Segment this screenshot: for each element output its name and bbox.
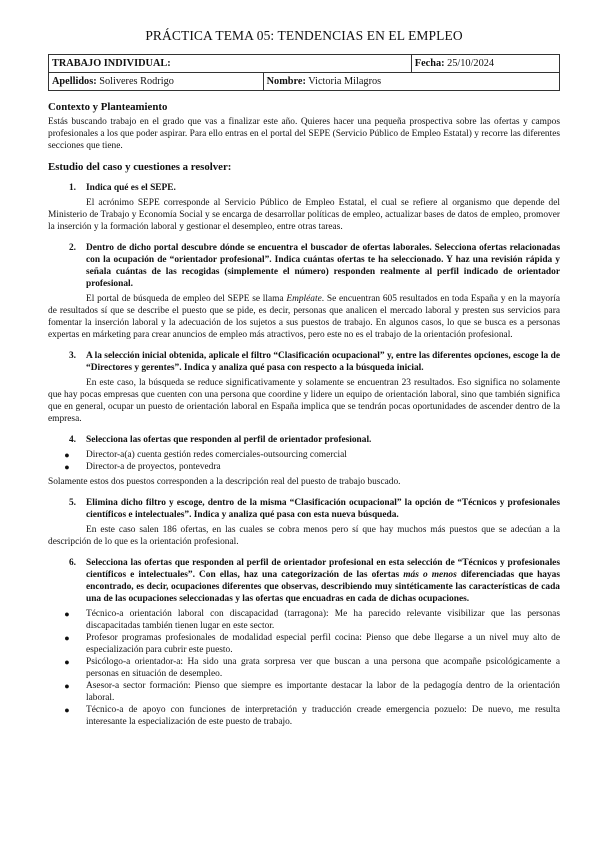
list-item <box>48 461 560 473</box>
bullet-icon: ● <box>64 462 70 472</box>
answer-6-list <box>48 608 560 728</box>
contexto-heading: Contexto y Planteamiento <box>48 101 168 113</box>
apellidos-label: Apellidos: <box>52 76 97 87</box>
apellidos-value: Soliveres Rodrigo <box>99 76 174 87</box>
fecha-cell <box>411 55 559 73</box>
bullet-icon: ● <box>64 450 70 460</box>
question-number: 6. <box>68 558 76 568</box>
question-6-part-b: diferenciadas que hayas encontrado, es decir, ocupaciones diferentes que observas, describiendo muy sintéticamente las características de cada una de las ocupaciones seleccionadas y las ofertas que encuadras en cada de dichas ocupaciones. <box>86 570 560 604</box>
question-6 <box>48 557 560 605</box>
question-text: Dentro de dicho portal descubre dónde se encuentra el buscador de ofertas laborales. Selecciona ofertas relacionadas con la ocupación de “orientador profesional”. Indica cuántas ofertas te ha seleccionado. Y haz una revisión rápida y señala cuántas de las recogidas (simplemente el número) responden realmente al perfil indicado de orientador profesional. <box>86 243 560 289</box>
question-number: 2. <box>68 243 76 253</box>
list-item <box>48 608 560 632</box>
nombre-value: Victoria Milagros <box>308 76 382 87</box>
trabajo-label: TRABAJO INDIVIDUAL: <box>52 58 171 69</box>
bullet-icon: ● <box>64 681 70 691</box>
fecha-label: Fecha: <box>414 58 445 69</box>
bullet-icon: ● <box>64 633 70 643</box>
list-item-text: Asesor-a sector formación: Pienso que siempre es importante destacar la labor de la pedagogía dentro de la orientación laboral. <box>86 681 560 703</box>
header-table <box>48 54 560 91</box>
list-item-text: Psicólogo-a orientador-a: Ha sido una grata sorpresa ver que buscan a una persona que acompañe psicológicamente a personas en situación de desempleo. <box>86 657 560 679</box>
trabajo-individual-cell <box>49 55 412 73</box>
contexto-paragraph: Estás buscando trabajo en el grado que vas a finalizar este año. Quieres hacer una pequeña prospectiva sobre las ofertas y campos profesionales a los que poder aspirar. Para ello entras en el portal del SEPE (Servicio Público de Empleo Estatal) y recorre las diferentes secciones que tiene. <box>48 117 560 151</box>
list-item <box>48 680 560 704</box>
question-number: 1. <box>68 183 76 193</box>
list-item-text: Técnico-a orientación laboral con discapacidad (tarragona): Me ha parecido relevante visibilizar que las personas discapacitadas también tienen lugar en este sector. <box>86 609 560 631</box>
question-1 <box>48 182 560 194</box>
question-5 <box>48 497 560 521</box>
question-6-emphasis: más o menos <box>403 570 457 580</box>
question-6-part-a: Selecciona las ofertas que responden al perfil de orientador profesional en esta selección de “Técnicos y profesionales científicos e intelectuales”. Con ellas, haz una categorización de las ofertas <box>86 558 560 580</box>
answer-1: El acrónimo SEPE corresponde al Servicio Público de Empleo Estatal, el cual se refiere al organismo que depende del Ministerio de Trabajo y Economía Social y se encarga de desarrollar políticas de empleo, actualizar bases de datos de empleo, promover la inserción y la formación laboral y gestionar el desempleo, entre otras tareas. <box>48 198 560 232</box>
question-text <box>86 557 560 605</box>
list-item-text: Director-a(a) cuenta gestión redes comerciales-outsourcing comercial <box>86 450 347 460</box>
question-text: Indica qué es el SEPE. <box>86 183 176 193</box>
list-item <box>48 449 560 461</box>
document-page <box>48 28 560 728</box>
emplate-portal-name: Empléate <box>286 294 322 304</box>
bullet-icon: ● <box>64 657 70 667</box>
question-text: Selecciona las ofertas que responden al perfil de orientador profesional. <box>86 435 372 445</box>
question-text: A la selección inicial obtenida, aplicale el filtro “Clasificación ocupacional” y, entre las diferentes opciones, escoge la de “Directores y gerentes”. Indica y analiza qué pasa con respecto a la búsqueda inicial. <box>86 351 560 373</box>
question-number: 4. <box>68 435 76 445</box>
nombre-cell <box>263 73 559 91</box>
fecha-value: 25/10/2024 <box>447 58 495 69</box>
list-item <box>48 704 560 728</box>
list-item-text: Director-a de proyectos, pontevedra <box>86 462 221 472</box>
list-item-text: Técnico-a de apoyo con funciones de interpretación y traducción creade emergencia pozuelo: De nuevo, me resulta interesante la especialización de este puesto de trabajo. <box>86 705 560 727</box>
answer-3: En este caso, la búsqueda se reduce significativamente y solamente se encuentran 23 resultados. Eso significa no solamente que hay pocas empresas que cuenten con una persona que coordine y lidere un equipo de orientación laboral, sino que también significa que en general, ocupar un puesto de orientación laboral en España implica que se tendrán pocas oportunidades de ascender dentro de la empresa. <box>48 378 560 424</box>
list-item <box>48 656 560 680</box>
answer-2-part-b: . Se encuentran 605 resultados en toda España y en la mayoría de resultados sí que se describe el puesto que se pide, es decir, personas que analicen el mercado laboral y presten sus servicios para fomentar la inserción laboral y la adecuación de los sujetos a sus puestos de trabajo. En algunos casos, lo que se busca es a personas expertas en márketing para crear anuncios de empleo más atractivos, pero este no es el trabajo de la orientación profesional. <box>48 294 560 340</box>
bullet-icon: ● <box>64 705 70 715</box>
apellidos-cell <box>49 73 264 91</box>
answer-4-list <box>48 449 560 473</box>
bullet-icon: ● <box>64 609 70 619</box>
list-item <box>48 632 560 656</box>
list-item-text: Profesor programas profesionales de modalidad especial perfil cocina: Pienso que debe llegarse a un nivel muy alto de especialización para cubrir este puesto. <box>86 633 560 655</box>
nombre-label: Nombre: <box>266 76 306 87</box>
question-4 <box>48 434 560 446</box>
answer-2 <box>48 293 560 341</box>
estudio-heading: Estudio del caso y cuestiones a resolver: <box>48 161 232 173</box>
question-2 <box>48 242 560 290</box>
question-number: 5. <box>68 498 76 508</box>
question-number: 3. <box>68 351 76 361</box>
document-title: PRÁCTICA TEMA 05: TENDENCIAS EN EL EMPLEO <box>145 28 463 43</box>
answer-5: En este caso salen 186 ofertas, en las cuales se cobra menos pero sí que hay muchos más puestos que se adecúan a la descripción de lo que es la orientación profesional. <box>48 525 560 547</box>
answer-4: Solamente estos dos puestos corresponden a la descripción real del puesto de trabajo buscado. <box>48 477 401 487</box>
question-text: Elimina dicho filtro y escoge, dentro de la misma “Clasificación ocupacional” la opción de “Técnicos y profesionales científicos e intelectuales”. Indica y analiza qué pasa con esta nueva búsqueda. <box>86 498 560 520</box>
answer-2-part-a: El portal de búsqueda de empleo del SEPE se llama <box>86 294 287 304</box>
question-3 <box>48 350 560 374</box>
